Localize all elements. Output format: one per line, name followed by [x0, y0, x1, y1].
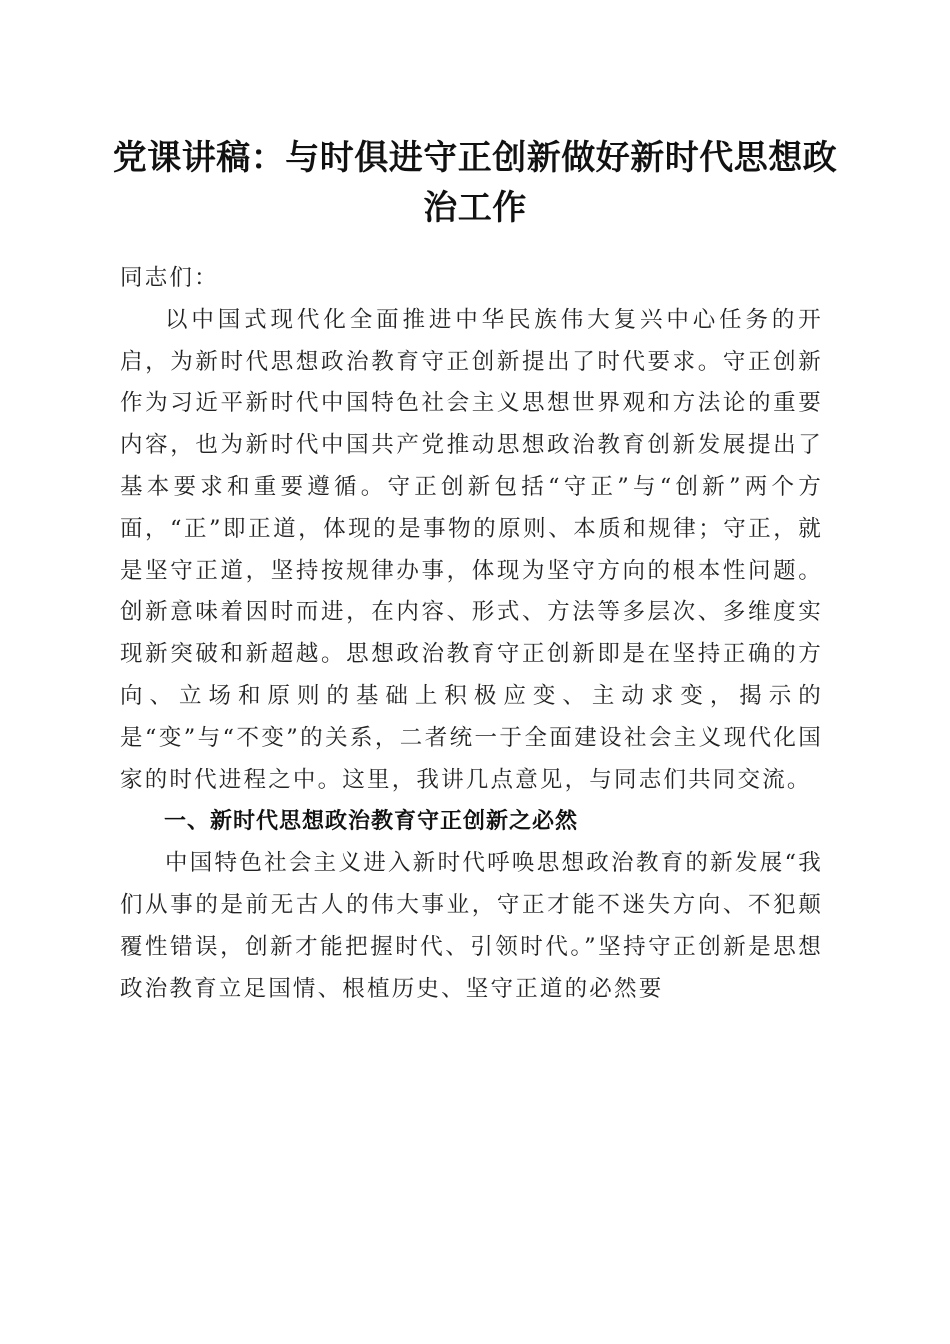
section-heading: 一、新时代思想政治教育守正创新之必然 — [164, 809, 579, 835]
document-title: 党课讲稿：与时俱进守正创新做好新时代思想政治工作 — [112, 138, 838, 228]
document-body — [120, 258, 823, 1010]
section-paragraph: 中国特色社会主义进入新时代呼唤思想政治教育的新发展“我们从事的是前无古人的伟大事业，守正才能不迷失方向、不犯颠覆性错误，创新才能把握时代、引领时代。”坚持守正创新是思想政治教育立足国情、根植历史、坚守正道的必然要 — [120, 850, 823, 1002]
intro-paragraph: 以中国式现代化全面推进中华民族伟大复兴中心任务的开启，为新时代思想政治教育守正创新提出了时代要求。守正创新作为习近平新时代中国特色社会主义思想世界观和方法论的重要内容，也为新时代中国共产党推动思想政治教育创新发展提出了基本要求和重要遵循。守正创新包括“守正”与“创新”两个方面，“正”即正道，体现的是事物的原则、本质和规律；守正，就是坚守正道，坚持按规律办事，体现为坚守方向的根本性问题。创新意味着因时而进，在内容、形式、方法等多层次、多维度实现新突破和新超越。思想政治教育守正创新即是在坚持正确的方向、立场和原则的基础上积极应变、主动求变，揭示的是“变”与“不变”的关系，二者统一于全面建设社会主义现代化国家的时代进程之中。这里，我讲几点意见，与同志们共同交流。 — [120, 306, 823, 793]
salutation: 同志们： — [120, 265, 219, 291]
